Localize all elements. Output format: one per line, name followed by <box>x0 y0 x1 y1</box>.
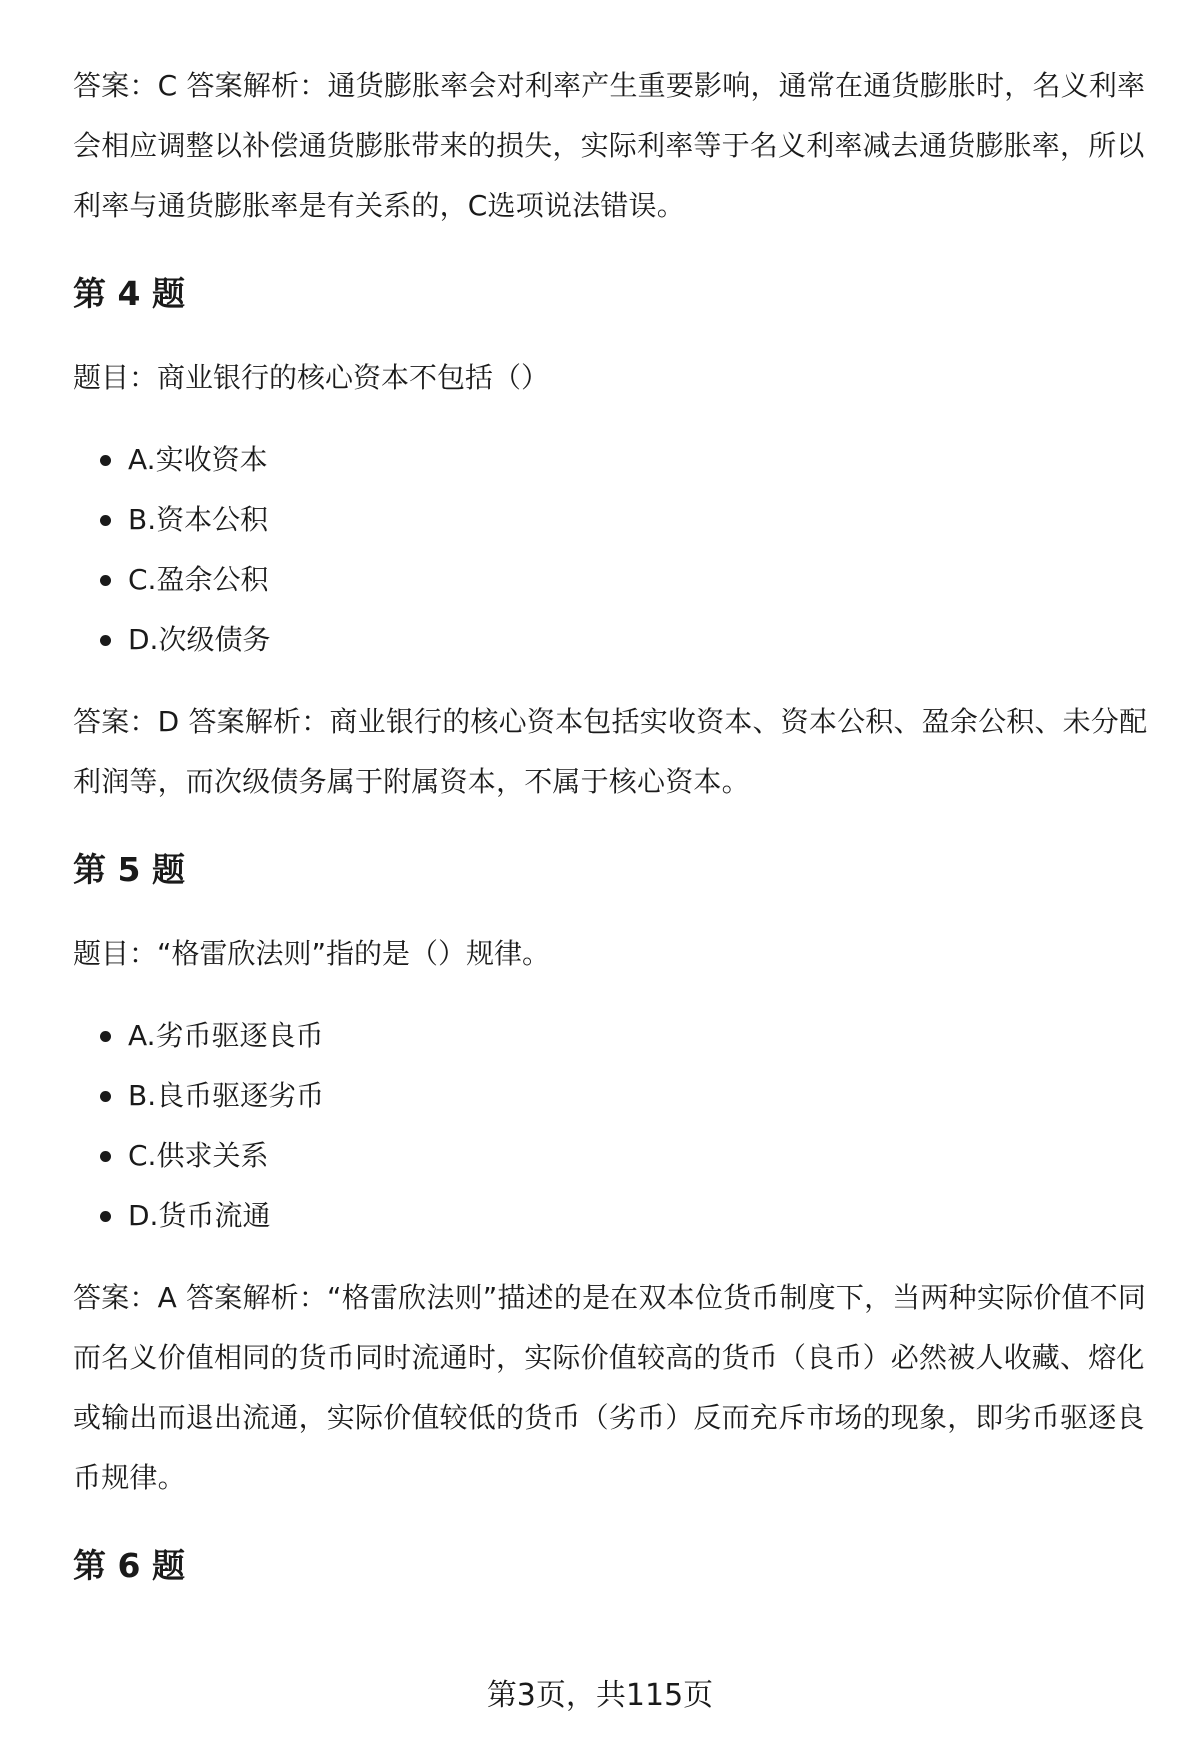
question-4-heading: 第 4 题 <box>73 274 185 313</box>
bullet-icon <box>100 1031 111 1042</box>
option-label: D.货币流通 <box>128 1199 271 1232</box>
option-item <box>73 430 1153 490</box>
bullet-icon <box>100 1211 111 1222</box>
option-label: B.良币驱逐劣币 <box>128 1079 325 1112</box>
option-item <box>73 1186 1153 1246</box>
answer-q5: 答案：A 答案解析：“格雷欣法则”描述的是在双本位货币制度下，当两种实际价值不同而名义价值相同的货币同时流通时，实际价值较高的货币（良币）必然被人收藏、熔化或输出而退出流通，实际价值较低的货币（劣币）反而充斥市场的现象，即劣币驱逐良币规律。 <box>73 1281 1147 1494</box>
question-4-stem: 题目：商业银行的核心资本不包括（） <box>73 361 550 394</box>
option-label: D.次级债务 <box>128 623 271 656</box>
option-label: C.盈余公积 <box>128 563 269 596</box>
option-label: A.实收资本 <box>128 443 268 476</box>
option-item <box>73 610 1153 670</box>
answer-q4: 答案：D 答案解析：商业银行的核心资本包括实收资本、资本公积、盈余公积、未分配利润等，而次级债务属于附属资本，不属于核心资本。 <box>73 705 1148 798</box>
option-item <box>73 490 1153 550</box>
question-6-heading: 第 6 题 <box>73 1546 185 1585</box>
bullet-icon <box>100 455 111 466</box>
option-label: C.供求关系 <box>128 1139 269 1172</box>
question-4-options <box>73 430 1153 670</box>
page-content <box>73 56 1153 1590</box>
bullet-icon <box>100 635 111 646</box>
page-number-footer: 第3页，共115页 <box>486 1678 714 1713</box>
answer-q3: 答案：C 答案解析：通货膨胀率会对利率产生重要影响，通常在通货膨胀时，名义利率会相应调整以补偿通货膨胀带来的损失，实际利率等于名义利率减去通货膨胀率，所以利率与通货膨胀率是有关系的，C选项说法错误。 <box>73 69 1146 222</box>
question-5-stem: 题目：“格雷欣法则”指的是（）规律。 <box>73 937 551 970</box>
option-item <box>73 1066 1153 1126</box>
question-5-heading: 第 5 题 <box>73 850 185 889</box>
option-item <box>73 1006 1153 1066</box>
question-5-options <box>73 1006 1153 1246</box>
bullet-icon <box>100 1091 111 1102</box>
bullet-icon <box>100 1151 111 1162</box>
option-item <box>73 550 1153 610</box>
option-label: B.资本公积 <box>128 503 269 536</box>
bullet-icon <box>100 575 111 586</box>
bullet-icon <box>100 515 111 526</box>
option-label: A.劣币驱逐良币 <box>128 1019 324 1052</box>
option-item <box>73 1126 1153 1186</box>
